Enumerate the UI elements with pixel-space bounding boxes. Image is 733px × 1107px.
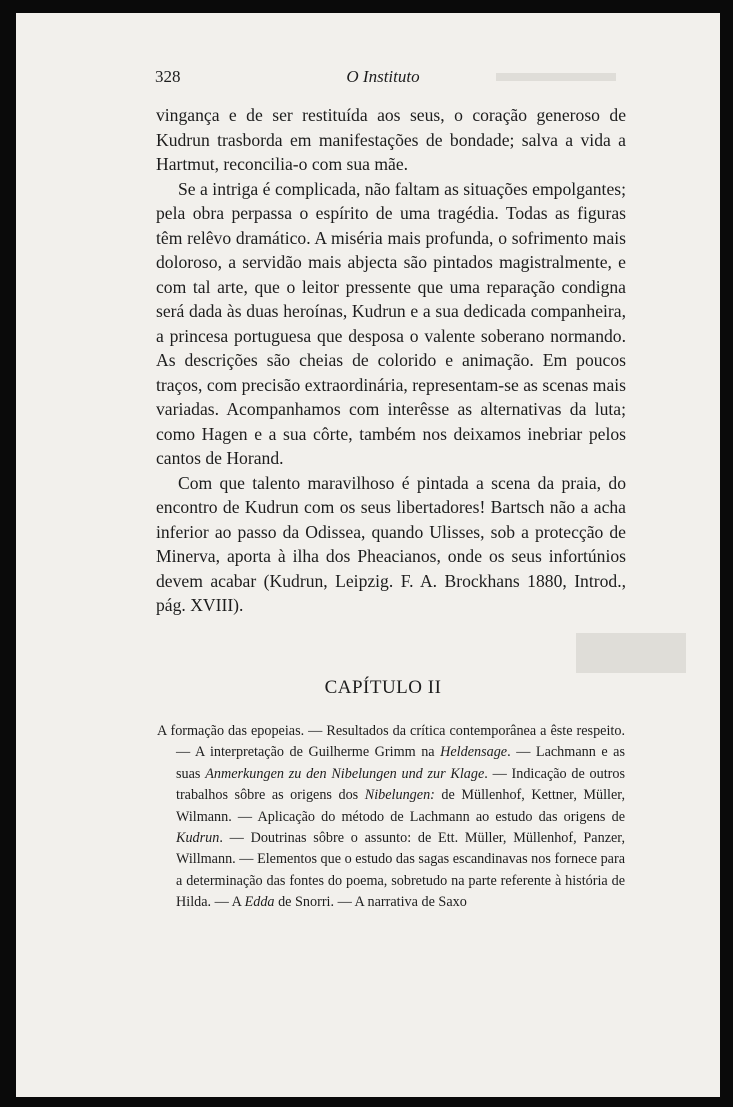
summary-text: A formação das epopeias. — Resultados da crítica contemporânea a êste respeito. — A interpretação de Guilherme Grimm na [157,723,625,761]
summary-text: . — Lachmann e as suas [176,744,625,782]
summary-text: . — Doutrinas sôbre o assunto: de Ett. Müller, Müllenhof, Panzer, Willmann. — Elementos que o estudo das sagas escandinavas nos fornece para a determinação das fontes do poema, sobretudo na parte referente à história de Hilda. — A [176,830,625,911]
summary-italic: Edda [244,894,275,911]
running-header [16,67,720,91]
summary-text: . — Indicação de outros trabalhos sôbre as origens dos [176,765,625,804]
page-number: 328 [155,67,181,86]
paragraph-1: vingança e de ser restituída aos seus, o coração generoso de Kudrun trasborda em manifestações de bondade; salva a vida a Hartmut, reconcilia-o com sua mãe. [156,105,626,174]
chapter-summary [157,721,625,914]
summary-italic: Kudrun [176,830,220,847]
book-page [16,13,720,1097]
bleed-through-mark [576,633,686,673]
summary-text: de Snorri. — A narrativa de Saxo [274,894,467,911]
paragraph-2: Se a intriga é complicada, não faltam as situações empolgantes; pela obra perpassa o espírito de uma tragédia. Todas as figuras têm relêvo dramático. A miséria mais profunda, o sofrimento mais doloroso, a servidão mais abjecta são pintados magistralmente, e com tal arte, que o leitor pressente que uma reparação condigna será dada às duas heroínas, Kudrun e a sua dedicada companheira, a princesa portuguesa que desposa o valente soberano normando. As descrições são cheias de colorido e animação. Em poucos traços, com precisão extraordinária, representam-se as scenas mais variadas. Acompanhamos com interêsse as alternativas da luta; como Hagen e a sua côrte, também nos deixamos inebriar pelos cantos de Horand. [156,178,626,468]
main-text [156,103,626,618]
running-title: O Instituto [346,67,420,86]
paragraph-3: Com que talento maravilhoso é pintada a scena da praia, do encontro de Kudrun com os seus libertadores! Bartsch não a acha inferior ao passo da Odissea, quando Ulisses, sob a protecção de Minerva, aporta à ilha dos Pheacianos, onde os seus infortúnios devem acabar (Kudrun, Leipzig. F. A. Brockhans 1880, Introd., pág. XVIII). [156,472,626,615]
summary-italic: Heldensage [440,744,508,761]
summary-text: de Müllenhof, Kettner, Müller, Wilmann. — Aplicação do método de Lachmann ao estudo das origens de [176,787,626,825]
chapter-heading: CAPÍTULO II [324,677,442,698]
summary-italic: Anmerkungen zu den Nibelungen und zur Klage [205,765,485,782]
summary-italic: Nibelungen: [364,787,435,804]
